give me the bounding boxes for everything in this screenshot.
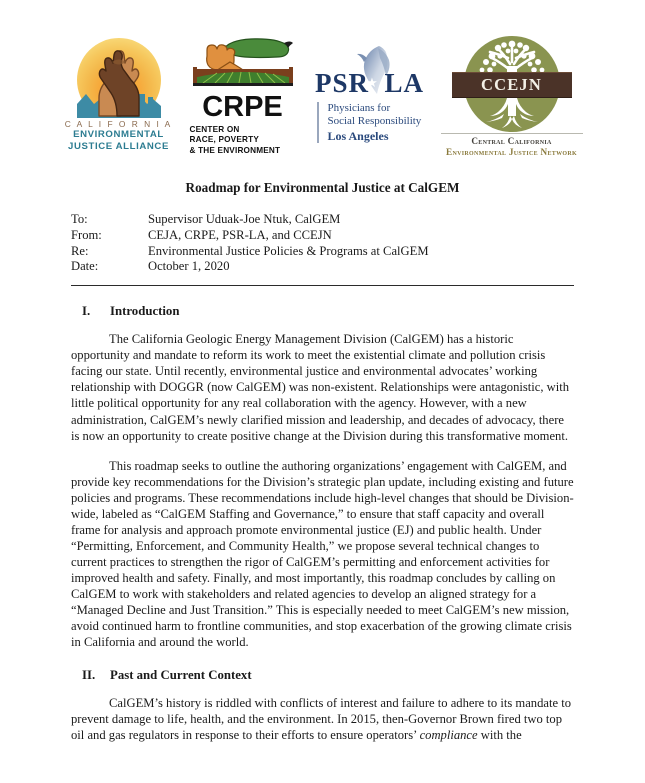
memo-value-to: Supervisor Uduak-Joe Ntuk, CalGEM [148,211,341,226]
ccejn-line-2: Environmental Justice Network [446,146,577,157]
ccejn-logo [441,36,583,158]
ccejn-wordmark [441,133,583,158]
memo-value-date: October 1, 2020 [148,259,230,274]
crpe-emblem-icon [189,36,297,92]
memo-row-from [71,228,574,244]
crpe-tagline-line-3: & THE ENVIRONMENT [189,145,281,155]
crpe-tagline-line-1: CENTER ON [189,125,240,134]
ccejn-acronym: CCEJN [480,74,542,94]
paragraph-intro-2: This roadmap seeks to outline the authoring organizations’ engagement with CalGEM, and provide key recommendations for the Division’s strategic plan update, including existing and future policies and programs. These recommendations include high-level changes that should be Division-wide, labeled as “CalGEM Staffing and Governance,” to ensure that staff capacity and overall frame for analysis and approach promote environmental justice (EJ) and public health. Under “Permitting, Enforcement, and Community Health,” we propose several technical changes to current practices to strengthen the rigor of CalGEM’s permitting and enforcement activities for improved health and safety. Finally, and most importantly, this roadmap concludes by calling on CalGEM to work with stakeholders and related agencies to develop an aligned strategy for a “Managed Decline and Just Transition.” This is especially needed to meet CalGEM’s new mission, avoid continued harm to frontline communities, and stop exacerbation of the growing climate crisis in California and around the world. [71,458,574,650]
section-title-1: Introduction [110,304,180,319]
ceja-wordmark [63,118,175,152]
ceja-line-1: C A L I F O R N I A [64,119,173,129]
section-heading-context [71,668,574,683]
psr-la-tagline [317,102,429,143]
organization-logo-bar [0,36,645,162]
psr-text: PSR [314,68,369,98]
star-icon: ★ [366,75,378,90]
memo-label-re: Re: [71,243,89,258]
section-title-2: Past and Current Context [110,668,252,683]
clasped-hands-icon [69,36,169,118]
hand-pepper-field-svg [189,36,297,92]
psr-la-mark [311,48,429,98]
section-heading-introduction [71,304,574,319]
psr-la-logo [311,36,429,158]
memo-label-date: Date: [71,259,99,274]
memo-row-date [71,259,574,275]
paragraph-context-1-italic: compliance [419,728,478,743]
crpe-tagline [190,125,296,156]
memo-header [71,212,574,275]
memo-label-to: To: [71,211,88,226]
page-title: Roadmap for Environmental Justice at CalGEM [185,180,460,195]
memo-row-re [71,244,574,260]
paragraph-context-1 [71,695,574,743]
memo-label-from: From: [71,227,102,242]
paragraph-context-1-tail: with the [477,728,522,743]
clasped-hands-svg [69,36,169,118]
header-divider [71,285,574,286]
ccejn-line-1: Central California [471,135,552,146]
section-number-2: II. [82,668,96,683]
ccejn-emblem-icon [464,36,560,130]
memo-row-to [71,212,574,228]
la-text: LA [384,68,425,98]
ceja-line-2: ENVIRONMENTAL [73,129,164,141]
crpe-acronym: CRPE [202,91,283,123]
ceja-logo [63,36,175,158]
ceja-line-3: JUSTICE ALLIANCE [68,140,169,152]
crpe-logo [187,36,299,158]
psr-la-tagline-line-1: Physicians for [327,102,391,114]
ceja-emblem-icon [69,36,169,118]
paragraph-intro-1: The California Geologic Energy Management Division (CalGEM) has a historic opportunity and mandate to reform its work to meet the existential climate and pollution crisis facing our state. Until recently, environmental justice and environmental advocates’ working relationship with DOGGR (now CalGEM) was non-existent. Relationships were antagonistic, with little political opportunity for any real collaboration with the agency. However, with a new administration, CalGEM’s newly clarified mission and leadership, and decades of advocacy, there is now an opportunity to create positive change at the Division during this transformative moment. [71,332,570,443]
ccejn-banner [452,72,572,98]
memo-value-from: CEJA, CRPE, PSR-LA, and CCEJN [148,227,332,242]
paragraph-context-1-head: CalGEM’s history is riddled with conflicts of interest and failure to adhere to its mandate to prevent damage to life, health, and the environment. In 2015, then-Governor Brown fired two top oil and gas regulators in response to their efforts to ensure operators’ [71,696,572,743]
psr-la-tagline-line-2: Social Responsibility [327,115,422,128]
section-number-1: I. [82,304,91,319]
document-body [71,180,574,743]
crpe-tagline-line-2: RACE, POVERTY [189,135,259,145]
memo-value-re: Environmental Justice Policies & Programs at CalGEM [148,243,429,258]
psr-la-tagline-line-3: Los Angeles [327,128,389,143]
